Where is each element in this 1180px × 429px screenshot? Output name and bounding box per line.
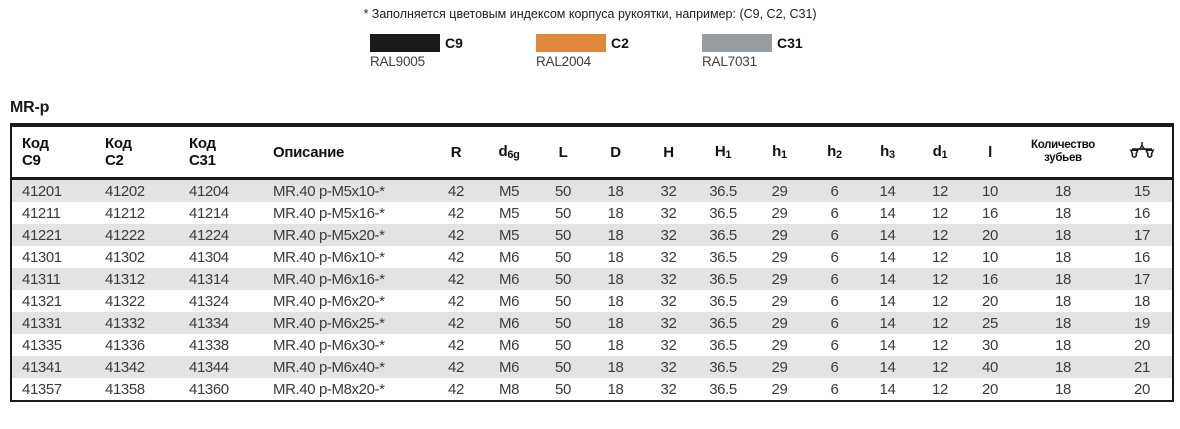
table-cell: 50 (555, 292, 571, 310)
table-cell: 10 (982, 182, 998, 200)
table-cell: 41304 (189, 248, 229, 266)
column-header-h1: h1 (751, 125, 808, 179)
column-header-H1: H1 (695, 125, 751, 179)
table-cell: 14 (879, 204, 896, 222)
table-cell: 12 (932, 314, 948, 332)
table-cell: 18 (1055, 248, 1071, 266)
table-cell: 12 (932, 248, 948, 266)
swatch-group-c9 (370, 34, 478, 69)
column-header-l: l (966, 125, 1014, 179)
table-cell: 41224 (189, 226, 229, 244)
table-cell: MR.40 p-M5x20-* (273, 226, 385, 244)
table-cell: 18 (607, 292, 624, 310)
table-cell: 32 (660, 336, 677, 354)
table-cell: 29 (771, 226, 788, 244)
table-cell: 32 (660, 182, 677, 200)
table-cell: 41221 (22, 226, 62, 244)
table-cell: M6 (498, 248, 520, 266)
color-swatch-icon (370, 34, 440, 52)
table-cell: M5 (498, 226, 520, 244)
table-cell: 16 (982, 270, 998, 288)
table-cell: 32 (660, 314, 677, 332)
table-cell: 41201 (22, 182, 62, 200)
table-cell: 50 (555, 336, 571, 354)
table-cell: 41342 (105, 358, 145, 376)
table-cell: 20 (982, 292, 998, 310)
color-index-note: * Заполняется цветовым индексом корпуса рукоятки, например: (C9, C2, C31) (363, 7, 817, 21)
table-cell: 41324 (189, 292, 229, 310)
table-cell: 41334 (189, 314, 229, 332)
table-cell: 18 (607, 314, 624, 332)
color-swatch-icon (536, 34, 606, 52)
column-header-teeth: Количество зубьев (1014, 125, 1112, 179)
series-title: MR-p (10, 99, 50, 116)
table-cell: 18 (607, 270, 624, 288)
table-cell: 6 (830, 314, 839, 332)
table-cell: M5 (498, 204, 520, 222)
table-cell: 14 (879, 182, 896, 200)
table-cell: MR.40 p-M6x30-* (273, 336, 385, 354)
table-cell: 20 (1134, 336, 1150, 354)
table-cell: 41202 (105, 182, 145, 200)
table-cell: 15 (1134, 182, 1150, 200)
table-cell: MR.40 p-M6x10-* (273, 248, 385, 266)
table-cell: 14 (879, 314, 896, 332)
table-cell: 12 (932, 292, 948, 310)
table-cell: 6 (830, 248, 839, 266)
table-cell: 20 (1134, 380, 1150, 398)
table-cell: 32 (660, 380, 677, 398)
column-header-h3: h3 (861, 125, 914, 179)
table-cell: 42 (448, 358, 464, 376)
swatch-ral-label: RAL2004 (536, 54, 591, 69)
table-row (11, 334, 1173, 356)
table-cell: 17 (1134, 226, 1150, 244)
table-cell: 18 (1055, 182, 1071, 200)
table-cell: 21 (1134, 358, 1150, 376)
table-cell: 12 (932, 182, 948, 200)
table-cell: 25 (982, 314, 998, 332)
table-cell: 41204 (189, 182, 229, 200)
table-cell: 29 (771, 204, 788, 222)
table-cell: 12 (932, 336, 948, 354)
table-cell: 41357 (22, 380, 62, 398)
table-cell: 41341 (22, 358, 62, 376)
swatch-group-c2 (536, 34, 644, 69)
table-cell: 41331 (22, 314, 62, 332)
table-cell: 18 (1055, 358, 1071, 376)
table-cell: 18 (607, 204, 624, 222)
table-cell: 18 (1055, 226, 1071, 244)
column-header-H: H (642, 125, 695, 179)
table-cell: 50 (555, 204, 571, 222)
table-cell: 50 (555, 314, 571, 332)
table-cell: 41302 (105, 248, 145, 266)
table-cell: 32 (660, 248, 677, 266)
table-cell: 42 (448, 292, 464, 310)
table-cell: 12 (932, 380, 948, 398)
table-row (11, 312, 1173, 334)
swatch-code-label: C9 (445, 35, 463, 51)
column-header-h2: h2 (808, 125, 861, 179)
swatch-ral-label: RAL7031 (702, 54, 757, 69)
column-header-D: D (589, 125, 642, 179)
product-table (10, 123, 1174, 402)
balance-scale-icon (1112, 141, 1172, 163)
table-cell: 12 (932, 358, 948, 376)
table-cell: 18 (1055, 204, 1071, 222)
table-cell: 29 (771, 358, 788, 376)
table-cell: M6 (498, 336, 520, 354)
table-cell: 32 (660, 270, 677, 288)
table-cell: 36.5 (709, 336, 737, 354)
table-cell: 41338 (189, 336, 229, 354)
table-cell: 32 (660, 204, 677, 222)
table-cell: 50 (555, 226, 571, 244)
table-cell: 42 (448, 336, 464, 354)
table-cell: 41322 (105, 292, 145, 310)
table-cell: 36.5 (709, 270, 737, 288)
table-cell: 50 (555, 270, 571, 288)
table-cell: 41222 (105, 226, 145, 244)
table-cell: 30 (982, 336, 998, 354)
column-header-d1: d1 (914, 125, 966, 179)
column-header-kod-c9: Код C9 (11, 125, 95, 179)
table-cell: 20 (982, 226, 998, 244)
table-cell: 42 (448, 182, 464, 200)
table-cell: 41336 (105, 336, 145, 354)
table-cell: M6 (498, 358, 520, 376)
table-cell: 29 (771, 336, 788, 354)
table-cell: 29 (771, 270, 788, 288)
table-cell: 6 (830, 182, 839, 200)
table-row (11, 179, 1173, 203)
table-cell: 6 (830, 292, 839, 310)
table-cell: 6 (830, 270, 839, 288)
table-cell: 50 (555, 380, 571, 398)
table-cell: 42 (448, 314, 464, 332)
table-cell: 14 (879, 358, 896, 376)
color-swatch-icon (702, 34, 772, 52)
table-cell: 50 (555, 248, 571, 266)
table-cell: 18 (607, 358, 624, 376)
table-cell: 36.5 (709, 380, 737, 398)
table-cell: 18 (607, 336, 624, 354)
table-cell: 18 (1055, 270, 1071, 288)
swatch-ral-label: RAL9005 (370, 54, 425, 69)
table-cell: 14 (879, 248, 896, 266)
table-cell: 41335 (22, 336, 62, 354)
table-cell: 32 (660, 292, 677, 310)
table-cell: 18 (607, 226, 624, 244)
table-cell: 29 (771, 292, 788, 310)
table-cell: 18 (1055, 314, 1071, 332)
column-header-kod-c2: Код C2 (95, 125, 179, 179)
table-cell: 14 (879, 292, 896, 310)
color-swatch-legend (0, 34, 1180, 69)
column-header-L: L (537, 125, 589, 179)
swatch-code-label: C2 (611, 35, 629, 51)
table-cell: 50 (555, 182, 571, 200)
table-cell: 18 (607, 182, 624, 200)
table-cell: 41211 (22, 204, 61, 222)
table-cell: 41332 (105, 314, 145, 332)
table-cell: MR.40 p-M5x16-* (273, 204, 385, 222)
table-row (11, 202, 1173, 224)
table-cell: M6 (498, 270, 520, 288)
table-cell: 12 (932, 270, 948, 288)
table-cell: 16 (982, 204, 998, 222)
table-cell: 6 (830, 204, 839, 222)
column-header-opisanie: Описание (263, 125, 431, 179)
table-cell: 29 (771, 314, 788, 332)
table-cell: 29 (771, 248, 788, 266)
table-cell: M6 (498, 314, 520, 332)
table-cell: 36.5 (709, 182, 737, 200)
table-cell: 36.5 (709, 226, 737, 244)
table-cell: 14 (879, 226, 896, 244)
table-cell: MR.40 p-M6x25-* (273, 314, 385, 332)
table-cell: 16 (1134, 248, 1150, 266)
table-cell: M8 (498, 380, 520, 398)
table-cell: 36.5 (709, 358, 737, 376)
column-header-R: R (431, 125, 481, 179)
table-header-row (11, 125, 1173, 179)
table-row (11, 290, 1173, 312)
table-cell: 41311 (22, 270, 61, 288)
table-row (11, 224, 1173, 246)
table-cell: 41301 (22, 248, 62, 266)
table-cell: M6 (498, 292, 520, 310)
table-cell: 18 (1134, 292, 1150, 310)
table-cell: M5 (498, 182, 520, 200)
column-header-kod-c31: Код C31 (179, 125, 263, 179)
table-cell: 41344 (189, 358, 229, 376)
table-cell: 17 (1134, 270, 1150, 288)
table-cell: MR.40 p-M6x16-* (273, 270, 385, 288)
table-cell: 29 (771, 380, 788, 398)
table-cell: 41214 (189, 204, 229, 222)
table-cell: 36.5 (709, 204, 737, 222)
table-cell: 40 (982, 358, 998, 376)
table-cell: 41358 (105, 380, 145, 398)
table-cell: 42 (448, 204, 464, 222)
table-cell: 19 (1134, 314, 1150, 332)
table-cell: 16 (1134, 204, 1150, 222)
table-cell: 32 (660, 358, 677, 376)
column-header-d6g: d6g (481, 125, 537, 179)
table-cell: 41314 (189, 270, 229, 288)
table-cell: 20 (982, 380, 998, 398)
table-cell: 12 (932, 204, 948, 222)
table-row (11, 246, 1173, 268)
swatch-code-label: C31 (777, 35, 803, 51)
table-cell: 42 (448, 248, 464, 266)
table-cell: 18 (607, 248, 624, 266)
table-cell: 6 (830, 380, 839, 398)
table-cell: 42 (448, 380, 464, 398)
table-cell: 36.5 (709, 248, 737, 266)
table-cell: 41312 (105, 270, 145, 288)
table-cell: 32 (660, 226, 677, 244)
table-cell: 14 (879, 270, 896, 288)
table-cell: 42 (448, 270, 464, 288)
table-cell: 41212 (105, 204, 145, 222)
table-cell: MR.40 p-M6x20-* (273, 292, 385, 310)
table-row (11, 268, 1173, 290)
table-cell: 36.5 (709, 314, 737, 332)
table-cell: 41360 (189, 380, 229, 398)
table-cell: 6 (830, 336, 839, 354)
table-cell: 12 (932, 226, 948, 244)
table-cell: 18 (607, 380, 624, 398)
table-cell: 18 (1055, 292, 1071, 310)
table-cell: MR.40 p-M5x10-* (273, 182, 385, 200)
table-cell: 14 (879, 380, 896, 398)
table-cell: 29 (771, 182, 788, 200)
table-cell: 18 (1055, 380, 1071, 398)
table-cell: 50 (555, 358, 571, 376)
table-cell: 10 (982, 248, 998, 266)
table-cell: MR.40 p-M8x20-* (273, 380, 385, 398)
table-cell: 6 (830, 358, 839, 376)
swatch-group-c31 (702, 34, 810, 69)
table-cell: MR.40 p-M6x40-* (273, 358, 385, 376)
table-cell: 6 (830, 226, 839, 244)
table-cell: 36.5 (709, 292, 737, 310)
table-cell: 41321 (22, 292, 62, 310)
table-cell: 42 (448, 226, 464, 244)
table-cell: 18 (1055, 336, 1071, 354)
column-header-weight (1112, 125, 1173, 179)
table-row (11, 356, 1173, 378)
table-cell: 14 (879, 336, 896, 354)
table-row (11, 378, 1173, 401)
